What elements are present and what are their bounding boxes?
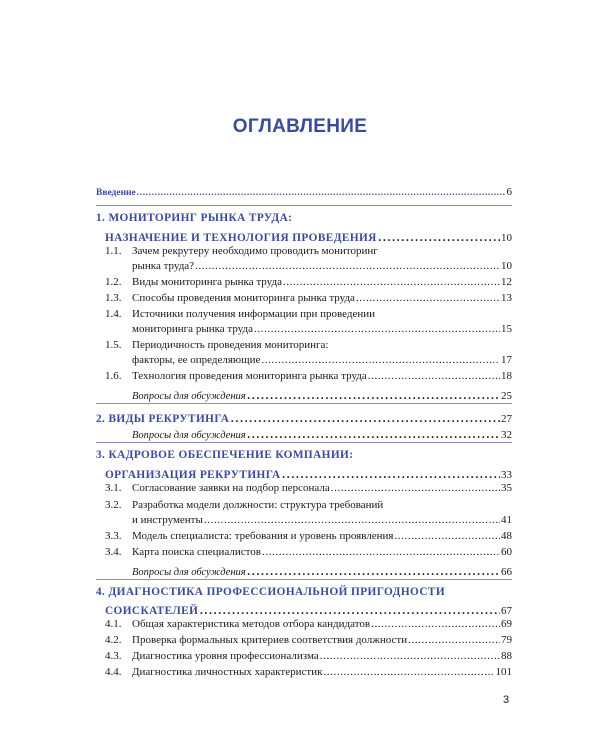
section-number: 3.3.	[105, 530, 122, 542]
toc-entry-section-4-4[interactable]	[105, 666, 512, 678]
toc-entry-section-1-2[interactable]	[105, 276, 512, 288]
section-title-cont: рынка труда?	[132, 260, 195, 272]
section-page: 41	[501, 514, 512, 526]
toc-entry-intro[interactable]	[96, 186, 512, 198]
toc-entry-chapter-3[interactable]	[105, 465, 512, 483]
section-number: 1.1.	[105, 245, 122, 257]
section-number: 4.1.	[105, 618, 122, 630]
section-page: 12	[501, 276, 512, 288]
chapter-1-title-line1[interactable]: 1. МОНИТОРИНГ РЫНКА ТРУДА:	[96, 212, 293, 224]
section-title: Карта поиска специалистов	[132, 546, 261, 558]
section-title: Источники получения информации при проведении	[132, 308, 376, 320]
leader-dots	[247, 386, 500, 404]
chapter-2-title: 2. ВИДЫ РЕКРУТИНГА	[96, 413, 230, 425]
toc-entry-section-3-2[interactable]	[132, 514, 512, 526]
section-title-cont: и инструменты	[132, 514, 203, 526]
chapter-4-title-line1[interactable]: 4. ДИАГНОСТИКА ПРОФЕССИОНАЛЬНОЙ ПРИГОДНОСТИ	[96, 586, 446, 598]
leader-dots	[262, 546, 500, 558]
section-number: 1.4.	[105, 308, 122, 320]
section-3-2-line1[interactable]	[105, 499, 383, 511]
section-1-4-line1[interactable]	[105, 308, 375, 320]
section-number: 4.4.	[105, 666, 122, 678]
leader-dots	[323, 666, 494, 678]
chapter-1-title-line2: НАЗНАЧЕНИЕ И ТЕХНОЛОГИЯ ПРОВЕДЕНИЯ	[105, 232, 377, 244]
leader-dots	[356, 292, 500, 304]
toc-entry-section-1-5[interactable]	[132, 354, 512, 366]
leader-dots	[394, 530, 500, 542]
section-number: 1.3.	[105, 292, 122, 304]
leader-dots	[371, 618, 500, 630]
toc-entry-chapter-1[interactable]	[105, 228, 512, 246]
leader-dots	[137, 188, 506, 198]
leader-dots	[195, 260, 500, 272]
chapter-4-page: 67	[501, 605, 512, 617]
section-title-cont: факторы, ее определяющие	[132, 354, 261, 366]
section-title: Согласование заявки на подбор персонала	[132, 482, 330, 494]
section-number: 1.6.	[105, 370, 122, 382]
leader-dots	[320, 650, 500, 662]
toc-entry-section-3-1[interactable]	[105, 482, 512, 494]
leader-dots	[408, 634, 500, 646]
section-page: 35	[501, 482, 512, 494]
section-page: 10	[501, 260, 512, 272]
section-1-5-line1[interactable]	[105, 339, 328, 351]
questions-page: 25	[501, 390, 512, 402]
questions-label: Вопросы для обсуждения	[132, 430, 246, 441]
toc-entry-questions-1[interactable]	[132, 386, 512, 404]
section-page: 15	[501, 323, 512, 335]
section-page: 13	[501, 292, 512, 304]
section-number: 1.5.	[105, 339, 122, 351]
chapter-3-title-line1[interactable]: 3. КАДРОВОЕ ОБЕСПЕЧЕНИЕ КОМПАНИИ:	[96, 449, 354, 461]
section-page: 18	[501, 370, 512, 382]
section-page: 79	[501, 634, 512, 646]
leader-dots	[378, 228, 500, 246]
chapter-1-page: 10	[501, 232, 512, 244]
questions-page: 32	[501, 429, 512, 441]
leader-dots	[331, 482, 500, 494]
toc-entry-section-4-1[interactable]	[105, 618, 512, 630]
toc-entry-section-3-3[interactable]	[105, 530, 512, 542]
leader-dots	[283, 276, 500, 288]
questions-label: Вопросы для обсуждения	[132, 391, 246, 402]
toc-entry-section-1-1[interactable]	[132, 260, 512, 272]
chapter-4-title-line2: СОИСКАТЕЛЕЙ	[105, 605, 199, 617]
toc-entry-chapter-4[interactable]	[105, 601, 512, 619]
section-title-cont: мониторинга рынка труда	[132, 323, 253, 335]
section-title: Разработка модели должности: структура требований	[132, 499, 384, 511]
toc-entry-questions-3[interactable]	[132, 562, 512, 580]
section-title: Технология проведения мониторинга рынка труда	[132, 370, 367, 382]
toc-entry-section-1-3[interactable]	[105, 292, 512, 304]
chapter-2-page: 27	[501, 413, 512, 425]
section-title: Диагностика личностных характеристик	[132, 666, 323, 678]
section-page: 60	[501, 546, 512, 558]
section-title: Виды мониторинга рынка труда	[132, 276, 282, 288]
section-number: 3.2.	[105, 499, 122, 511]
chapter-3-title-line2: ОРГАНИЗАЦИЯ РЕКРУТИНГА	[105, 469, 281, 481]
section-title: Периодичность проведения мониторинга:	[132, 339, 329, 351]
section-number: 4.2.	[105, 634, 122, 646]
leader-dots	[247, 562, 500, 580]
toc-entry-questions-2[interactable]	[132, 425, 512, 443]
leader-dots	[254, 323, 500, 335]
intro-page: 6	[506, 186, 512, 198]
section-1-1-line1[interactable]	[105, 245, 378, 257]
section-title: Модель специалиста: требования и уровень проявления	[132, 530, 394, 542]
divider	[96, 205, 512, 206]
section-title: Способы проведения мониторинга рынка труда	[132, 292, 355, 304]
questions-label: Вопросы для обсуждения	[132, 567, 246, 578]
toc-entry-section-4-3[interactable]	[105, 650, 512, 662]
divider	[96, 403, 512, 404]
leader-dots	[199, 601, 500, 619]
divider	[96, 442, 512, 443]
page-title: ОГЛАВЛЕНИЕ	[232, 116, 368, 137]
questions-page: 66	[501, 566, 512, 578]
toc-entry-section-4-2[interactable]	[105, 634, 512, 646]
toc-entry-section-1-4[interactable]	[132, 323, 512, 335]
toc-entry-section-3-4[interactable]	[105, 546, 512, 558]
section-page: 48	[501, 530, 512, 542]
section-page: 69	[501, 618, 512, 630]
section-title: Проверка формальных критериев соответствия должности	[132, 634, 408, 646]
section-title: Общая характеристика методов отбора кандидатов	[132, 618, 371, 630]
section-number: 4.3.	[105, 650, 122, 662]
section-number: 3.1.	[105, 482, 122, 494]
page-number: 3	[503, 694, 510, 706]
section-number: 1.2.	[105, 276, 122, 288]
chapter-3-page: 33	[501, 469, 512, 481]
section-page: 17	[501, 354, 512, 366]
leader-dots	[204, 514, 500, 526]
leader-dots	[368, 370, 500, 382]
section-page: 101	[495, 666, 512, 678]
toc-entry-section-1-6[interactable]	[105, 370, 512, 382]
section-title: Зачем рекрутеру необходимо проводить мониторинг	[132, 245, 378, 257]
leader-dots	[282, 465, 500, 483]
leader-dots	[247, 425, 500, 443]
section-title: Диагностика уровня профессионализма	[132, 650, 319, 662]
leader-dots	[261, 354, 500, 366]
intro-label: Введение	[96, 188, 136, 198]
section-number: 3.4.	[105, 546, 122, 558]
section-page: 88	[501, 650, 512, 662]
divider	[96, 579, 512, 580]
